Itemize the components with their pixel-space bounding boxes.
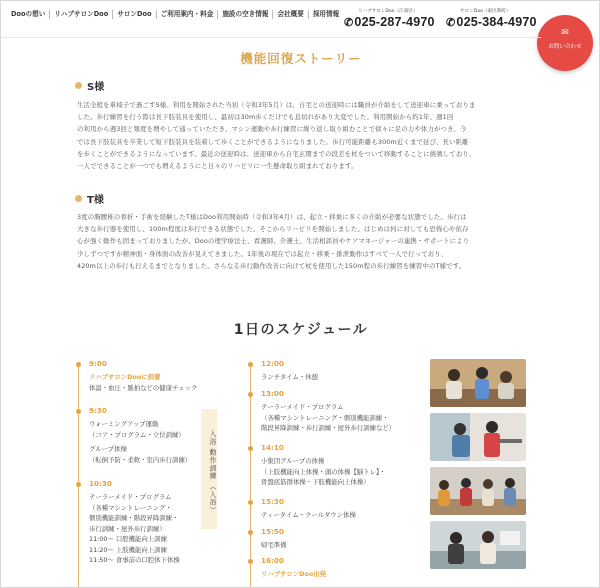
schedule-time: 16:00 — [261, 556, 284, 565]
schedule-line: 階段昇降訓練・歩行訓練・屋外歩行訓練など） — [261, 424, 396, 432]
story-s-heading — [75, 78, 104, 93]
schedule-line: 小集団グループの体操 — [261, 457, 325, 465]
schedule-right-item-1 — [261, 389, 395, 434]
story-t-line: 3度の胸腰椎の骨折・手術を経験したT様はDoo利用開始時（令和3年4月）は、起立・移乗に多くの介助が必要な状態でした。歩行は — [77, 213, 467, 221]
schedule-time: 10:30 — [89, 479, 112, 488]
schedule-line: リハブサロンDoo出発 — [261, 570, 327, 578]
timeline-dot — [76, 362, 81, 367]
phone-higashi-label: サロンDoo（東区新町） — [460, 9, 511, 14]
story-t-line: 心が強く動作も固まっておりましたが、Dooの理学療法士、看護師、介護士、生活相談員やケアマネージャーの連携・サポートにより — [77, 237, 470, 246]
story-s-line: を歩くことができるようになっています。最近の送迎時は、送迎車から自宅玄関までの段差を杖をついて移動することに挑戦しており、 — [77, 149, 476, 158]
header-divider — [1, 37, 541, 38]
story-s-line: 生活全般を車椅子で過ごすS様。利用を開始された当初（令和3年5月）は、自宅との送迎時には職員が介助をして送迎車に乗っておりま — [77, 101, 476, 109]
schedule-line: （各種マシントレーニング・ — [89, 503, 172, 512]
schedule-time: 13:00 — [261, 389, 284, 398]
schedule-time: 14:10 — [261, 443, 284, 452]
timeline-dot — [76, 409, 81, 414]
story-s-line: した。歩行練習を行う際は長下肢装具を使用し、最初は30m歩くだけでも息切れがあり大変でした。利用開始から約1年、週1回 — [77, 113, 454, 122]
schedule-line: 体温・血圧・脈拍などの健康チェック — [89, 383, 198, 392]
story-t-line: 少しずつですが精神面・身体面の改善が見えてきました。1年後の現在では起立・移乗・排泄動作はすべて一人で行っており、 — [77, 249, 448, 258]
schedule-right-item-4 — [261, 527, 287, 551]
global-nav — [7, 10, 343, 19]
story-t-heading-text: T様 — [87, 195, 104, 206]
bullet-dot-icon — [75, 82, 82, 89]
schedule-line: （コア・プログラム・立位訓練） — [89, 430, 185, 439]
schedule-right-item-3 — [261, 497, 356, 521]
schedule-right-item-0 — [261, 359, 318, 383]
schedule-line: 歩行訓練・屋外歩行訓練） — [89, 524, 166, 533]
schedule-left-item-0 — [89, 359, 197, 393]
photo-exercise-1 — [430, 359, 526, 407]
timeline-dot — [248, 392, 253, 397]
nav-item-philosophy[interactable]: Dooの想い — [7, 10, 50, 19]
schedule-time: 15:30 — [261, 497, 284, 506]
schedule-line: テーラーメイド・プログラム — [89, 493, 172, 501]
schedule-title: 1日のスケジュール — [233, 322, 369, 338]
schedule-time: 9:00 — [89, 359, 107, 368]
story-t-line: 420m以上の歩行も行えるまでとなりました。さらなる歩行動作改善に向けて杖を使用した150m程の歩行練習を練習中のT様です。 — [77, 261, 466, 270]
story-t-text — [77, 211, 529, 272]
schedule-line: 個別機能訓練・階段昇降訓練・ — [89, 514, 179, 522]
schedule-line: 11:00〜 口腔機能向上訓練 — [89, 535, 167, 543]
schedule-line: 11:50〜 食事前の口腔体下体操 — [89, 556, 180, 564]
photo-exercise-2 — [430, 413, 526, 461]
timeline-dot — [248, 446, 253, 451]
phone-konan-label: リハブサロンDoo（江南区） — [358, 9, 418, 14]
bath-training-label: 入浴 動作訓練 （入浴） — [201, 409, 217, 529]
phone-icon: ✆ — [344, 17, 354, 29]
schedule-line: ランチタイム・休憩 — [261, 373, 319, 381]
schedule-right-item-2 — [261, 443, 386, 488]
schedule-line: （転倒予防・柔軟・室内歩行訓練） — [89, 455, 192, 464]
schedule-left-item-1 — [89, 406, 191, 465]
nav-item-rehab-salon[interactable]: リハブサロンDoo — [50, 10, 113, 19]
timeline-line-left — [78, 363, 79, 588]
story-t-heading — [75, 191, 104, 206]
schedule-line: 11:20〜 上肢機能向上訓練 — [89, 545, 167, 554]
story-s-line: 一人でできることが一つでも増えるようにと日々のリハビリに一生懸命取り組まれております。 — [77, 162, 358, 171]
schedule-line: （上肢機能向上体操・頭の体操【脳トレ】・ — [261, 467, 386, 476]
photo-exercise-4 — [430, 521, 526, 569]
story-s-line: の利用から週3回と頻度を増やして通っていただき、マシン運動や歩行練習に繰り返し取り組むことで徐々に足の力や体力がつき、今 — [77, 125, 467, 134]
phone-konan[interactable] — [344, 8, 435, 29]
contact-label: お問い合わせ — [548, 44, 582, 50]
schedule-right-item-5 — [261, 556, 326, 580]
nav-item-company[interactable]: 会社概要 — [273, 10, 308, 19]
phone-higashi[interactable] — [446, 8, 537, 29]
schedule-line: テーラーメイド・プログラム — [261, 403, 344, 411]
schedule-time: 9:30 — [89, 406, 107, 415]
schedule-line: 骨盤底筋群体操・下肢機能向上体操） — [261, 478, 370, 486]
phone-konan-number: 025-287-4970 — [354, 15, 435, 29]
phone-higashi-number: 025-384-4970 — [456, 15, 537, 29]
nav-item-recruit[interactable]: 採用情報 — [312, 10, 340, 18]
nav-item-guide-fee[interactable]: ご利用案内・料金 — [157, 10, 219, 19]
nav-item-availability[interactable]: 施設の空き情報 — [218, 10, 273, 19]
nav-item-salon[interactable]: サロンDoo — [113, 10, 156, 19]
schedule-line: ティータイム・クールダウン体操 — [261, 511, 356, 519]
story-title: 機能回復ストーリー — [240, 51, 362, 66]
story-s-line: では長下肢装具を卒業して短下肢装具を装着して歩くことができるようになりました。歩行可能距離も300m近くまで延び、長い距離 — [77, 137, 469, 146]
story-t-line: 大きな歩行器を使用し、100m程度は歩行できる状態でした。そこからリハビリを開始しました。はじめは何に対しても恐怖心や依存 — [77, 225, 469, 234]
schedule-line: リハブサロンDooに到着 — [89, 373, 161, 381]
story-s-heading-text: S様 — [87, 82, 105, 93]
phone-icon: ✆ — [446, 17, 456, 29]
schedule-line: （各種マシントレーニング・個別機能訓練・ — [261, 413, 389, 422]
timeline-dot — [248, 530, 253, 535]
schedule-line: グループ体操 — [89, 445, 127, 453]
timeline-dot — [248, 500, 253, 505]
bullet-dot-icon — [75, 195, 82, 202]
timeline-dot — [248, 362, 253, 367]
timeline-dot — [76, 482, 81, 487]
schedule-line: ウォーミングアップ運動 — [89, 420, 159, 428]
schedule-left-item-2 — [89, 479, 180, 566]
photo-exercise-3 — [430, 467, 526, 515]
mail-icon: ✉ — [561, 28, 569, 38]
schedule-line: 帰宅準備 — [261, 541, 287, 549]
schedule-time: 12:00 — [261, 359, 284, 368]
timeline-dot — [248, 559, 253, 564]
schedule-time: 15:50 — [261, 527, 284, 536]
story-s-text — [77, 99, 529, 172]
